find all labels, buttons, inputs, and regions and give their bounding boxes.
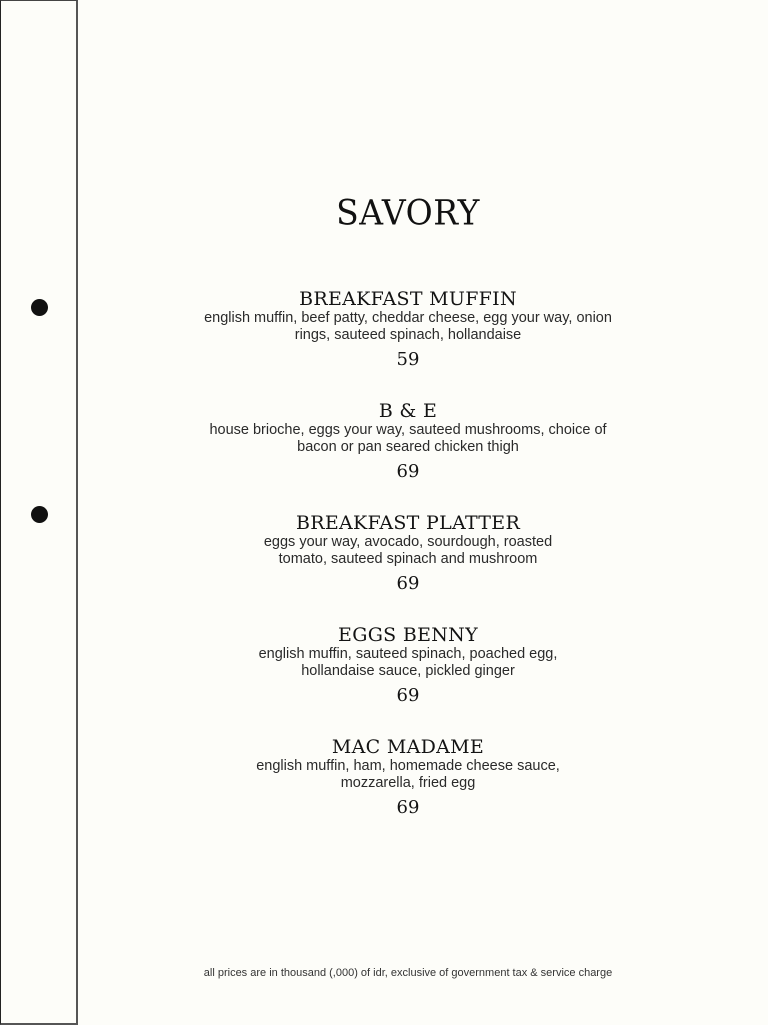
item-description: english muffin, ham, homemade cheese sauce, mozzarella, fried egg [256, 758, 560, 791]
item-description: english muffin, beef patty, cheddar cheese, egg your way, onion rings, sauteed spinach, hollandaise [204, 310, 612, 343]
item-description: eggs your way, avocado, sourdough, roasted tomato, sauteed spinach and mushroom [263, 534, 553, 567]
footer-note: all prices are in thousand (,000) of idr, exclusive of government tax & service charge [203, 967, 613, 979]
item-price: 69 [396, 461, 420, 482]
punch-hole-icon [31, 299, 48, 316]
item-name: BREAKFAST PLATTER [295, 512, 521, 534]
item-name: BREAKFAST MUFFIN [299, 288, 517, 310]
menu-item [78, 288, 738, 371]
binding-strip [0, 0, 78, 1025]
menu-page [78, 0, 768, 1025]
item-name: EGGS BENNY [338, 624, 478, 646]
item-price: 69 [396, 573, 420, 594]
item-price: 69 [396, 685, 420, 706]
menu-item [78, 512, 738, 595]
menu-item [78, 736, 738, 819]
punch-hole-icon [31, 506, 48, 523]
menu-item [78, 400, 738, 483]
item-price: 59 [396, 349, 420, 370]
item-name: B & E [378, 400, 438, 422]
item-description: house brioche, eggs your way, sauteed mushrooms, choice of bacon or pan seared chicken thigh [209, 422, 607, 455]
section-title: SAVORY [336, 192, 480, 233]
item-name: MAC MADAME [331, 736, 485, 758]
item-price: 69 [396, 797, 420, 818]
item-description: english muffin, sauteed spinach, poached egg, hollandaise sauce, pickled ginger [258, 646, 558, 679]
menu-item [78, 624, 738, 707]
